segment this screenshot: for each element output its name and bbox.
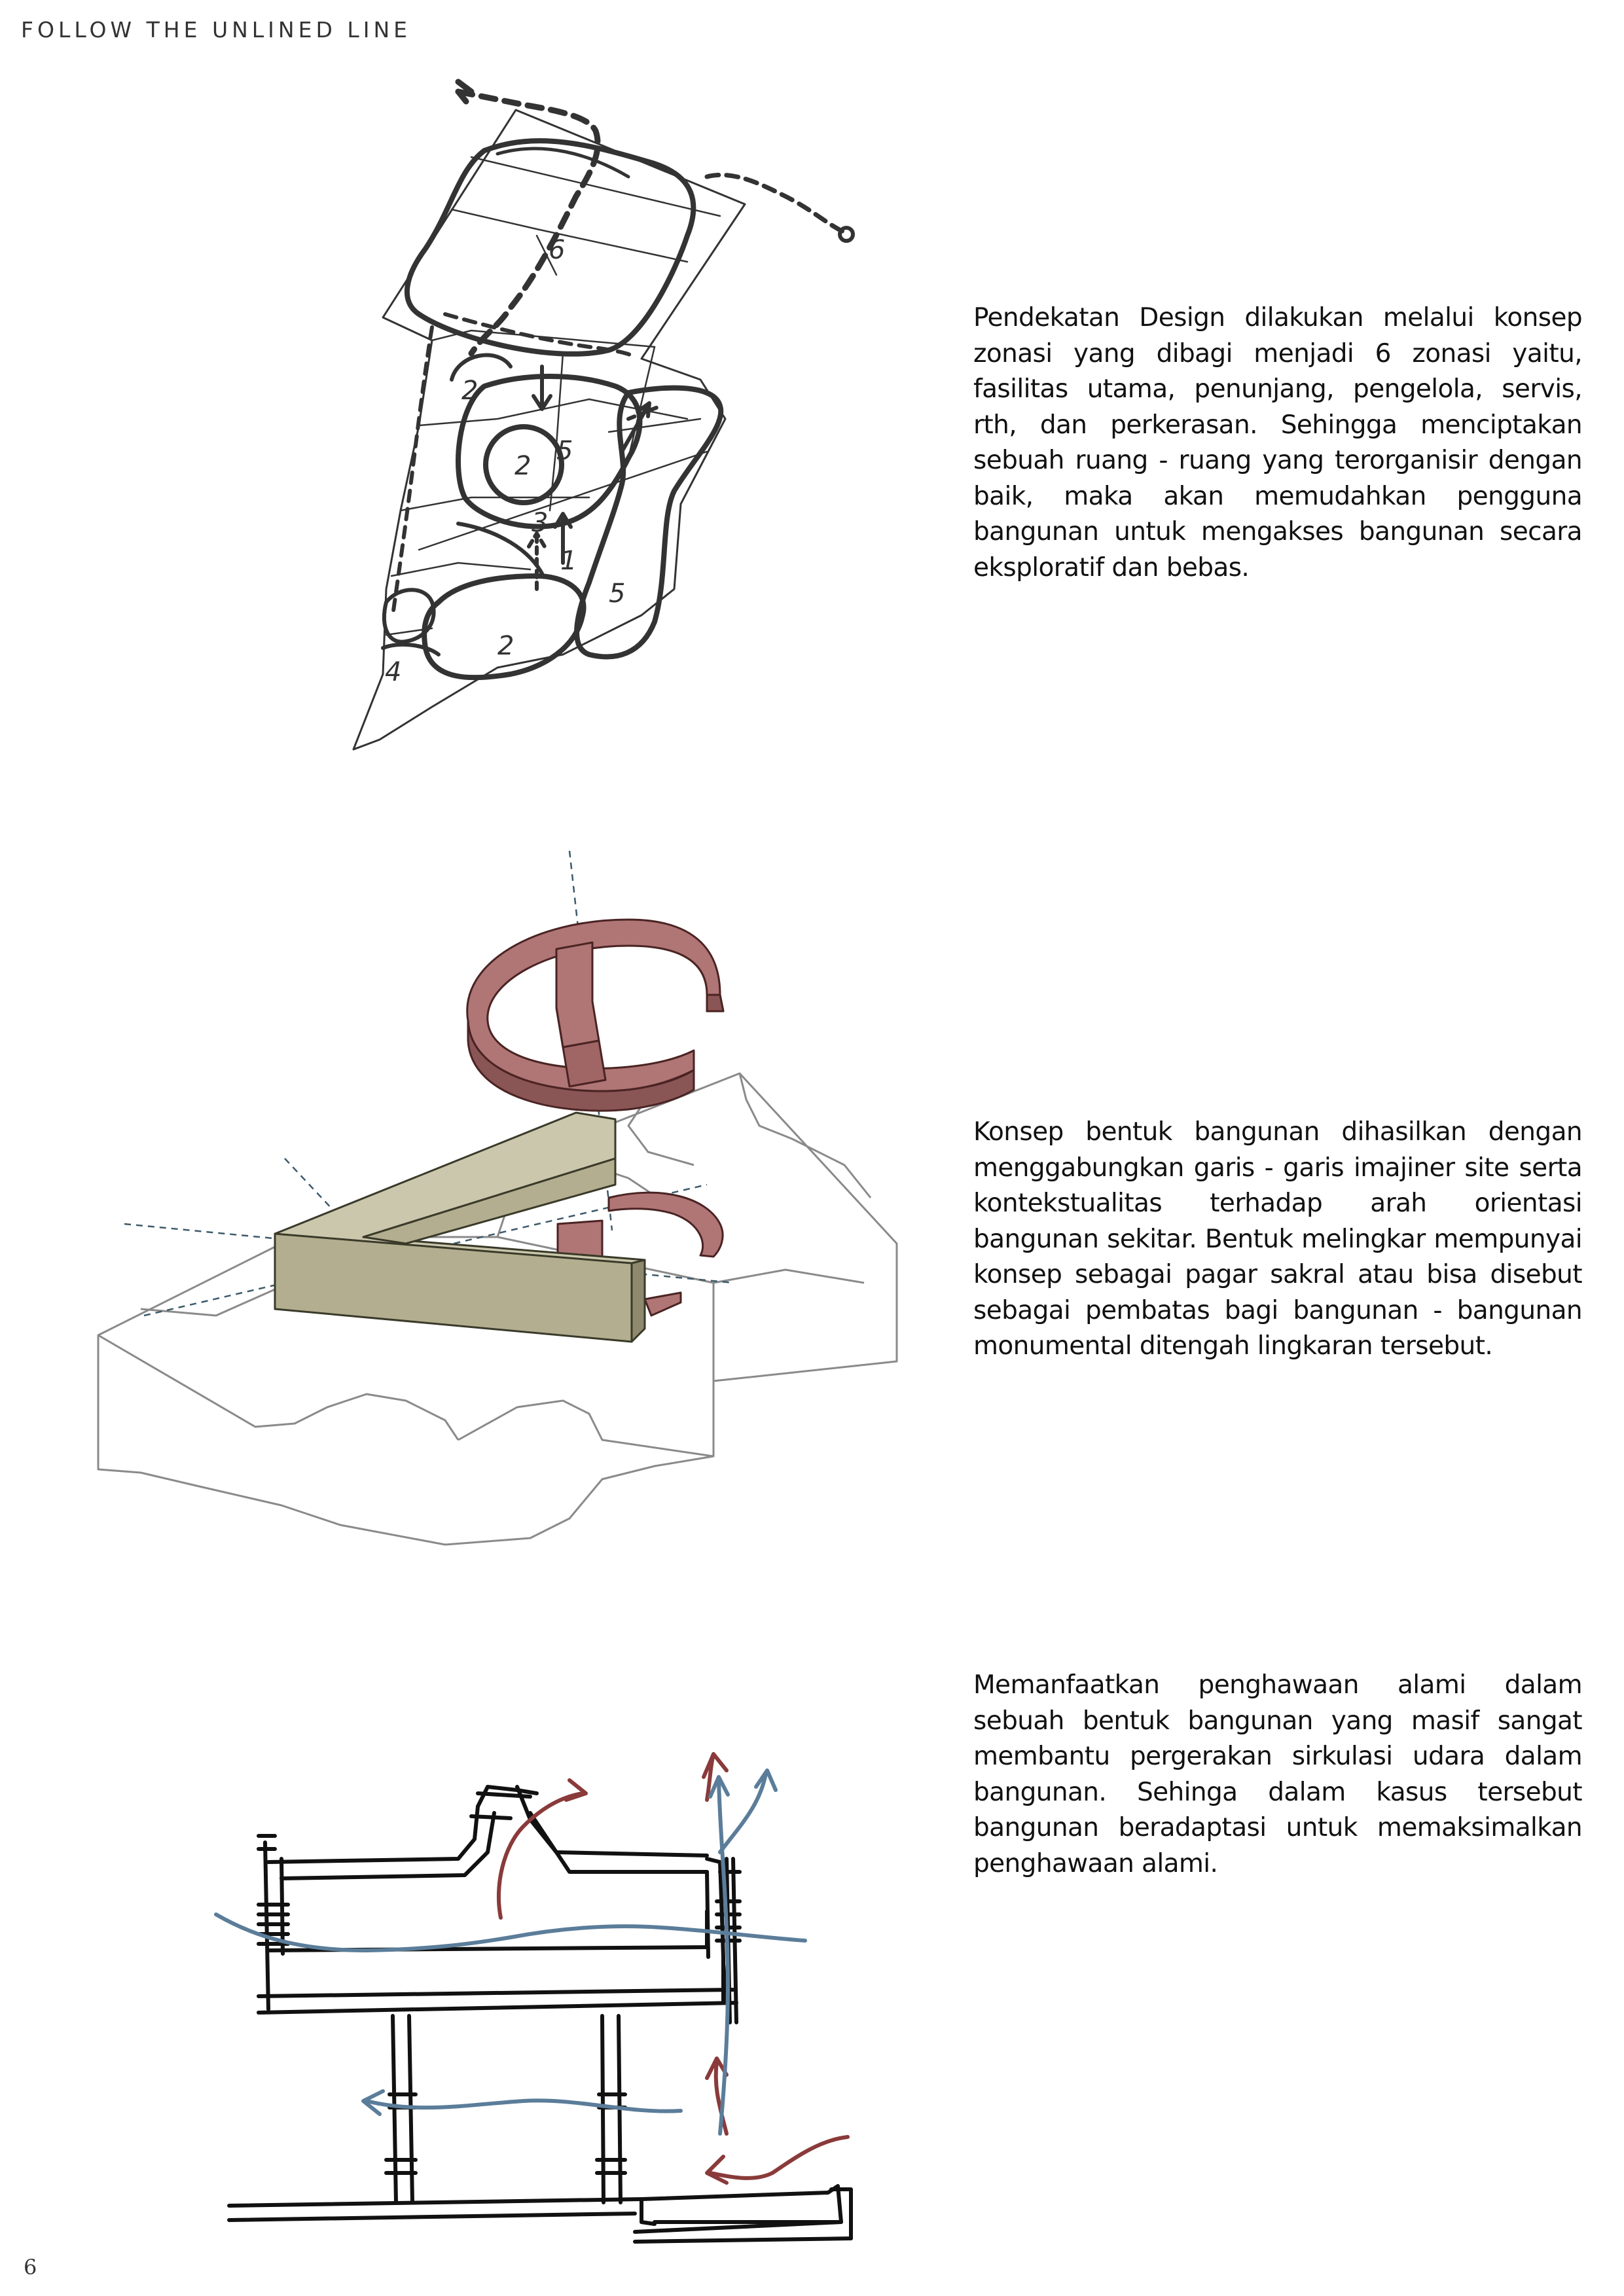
- zone-label: 5: [609, 579, 626, 609]
- page-number: 6: [24, 2255, 37, 2280]
- zone-label: 3: [532, 508, 549, 538]
- document-header: FOLLOW THE UNLINED LINE: [21, 17, 412, 43]
- form-concept-description: Konsep bentuk bangunan dihasilkan dengan menggabungkan garis - garis imajiner site serta kontekstualitas terhadap arah orientasi bangunan sekitar. Bentuk melingkar mempunyai konsep sebagai pagar sakral atau bisa disebut sebagai pembatas bagi bangunan - bangunan monumental ditengah lingkaran tersebut.: [973, 1117, 1582, 1361]
- zone-label: 1: [560, 546, 577, 576]
- zoning-description: Pendekatan Design dilakukan melalui konsep zonasi yang dibagi menjadi 6 zonasi yaitu, fasilitas utama, penunjang, pengelola, servis, rth, dan perkerasan. Sehingga menciptakan sebuah ruang - ruang yang terorganisir dengan baik, maka akan memudahkan pengguna bangunan untuk mengakses bangunan secara eksploratif dan bebas.: [973, 303, 1582, 583]
- zone-label: 6: [549, 235, 566, 265]
- zone-label: 2: [514, 451, 532, 481]
- zone-label: 4: [385, 657, 402, 687]
- zone-label: 5: [556, 436, 573, 466]
- zone-label: 2: [497, 631, 514, 661]
- zone-label: 2: [461, 376, 478, 406]
- ventilation-description: Memanfaatkan penghawaan alami dalam sebuah bentuk bangunan yang masif sangat membantu pergerakan sirkulasi udara dalam bangunan. Sehinga dalam kasus tersebut bangunan beradaptasi untuk memaksimalkan penghawaan alami.: [973, 1670, 1582, 1878]
